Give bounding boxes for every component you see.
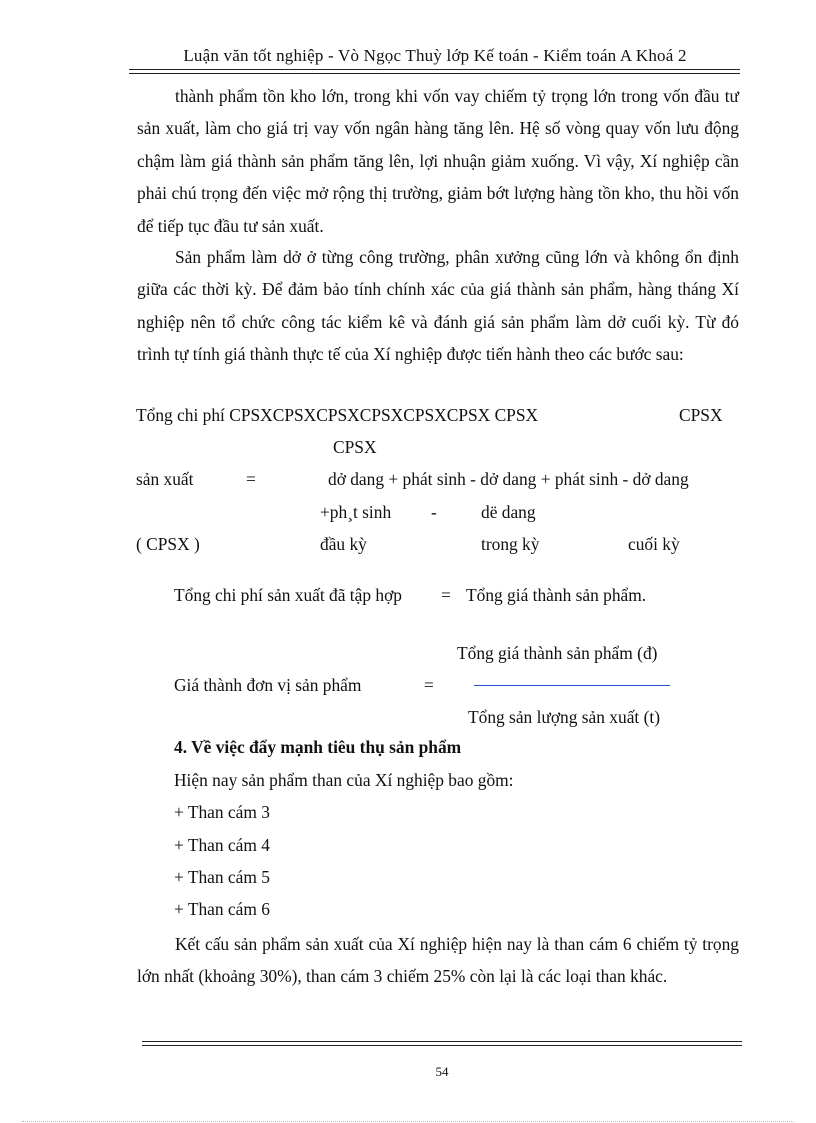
paragraph-2 [137, 241, 739, 371]
formula-row2: CPSX [333, 437, 377, 457]
formula-row3-eq: = [246, 469, 256, 489]
formula-row5-d: cuối kỳ [628, 534, 680, 554]
footer-rule-double [142, 1045, 742, 1046]
fraction-eq: = [424, 675, 434, 695]
list-item: + Than cám 3 [174, 802, 270, 822]
formula-row4-b: - [431, 502, 437, 522]
formula-row4-a: +ph¸t sinh [320, 502, 392, 522]
fraction-denominator: Tổng sản lượng sản xuất (t) [468, 707, 661, 727]
footer-rule [142, 1041, 742, 1042]
page-header: Luận văn tốt nghiệp - Vò Ngọc Thuỳ lớp Kế toán - Kiểm toán A Khoá 2 [183, 46, 687, 65]
header-rule [129, 69, 740, 70]
paragraph-1-text: thành phẩm tồn kho lớn, trong khi vốn vay chiếm tỷ trọng lớn trong vốn đầu tư sản xuất, làm cho giá trị vay vốn ngân hàng tăng lên. Hệ số vòng quay vốn lưu động chậm làm giá thành sản phẩm tăng lên, lợi nhuận giảm xuống. Vì vậy, Xí nghiệp cần phải chú trọng đến việc mở rộng thị trường, giảm bớt lượng hàng tồn kho, thu hồi vốn để tiếp tục đầu tư sản xuất. [137, 86, 739, 236]
closing-paragraph [137, 928, 739, 993]
section-heading: 4. Về việc đẩy mạnh tiêu thụ sản phẩm [174, 737, 462, 757]
closing-paragraph-text: Kết cấu sản phẩm sản xuất của Xí nghiệp hiện nay là than cám 6 chiếm tỷ trọng lớn nhất (khoảng 30%), than cám 3 chiếm 25% còn lại là các loại than khác. [137, 934, 739, 987]
header-rule-double [129, 73, 740, 74]
formula-row5-c: trong kỳ [481, 534, 540, 554]
formula-row1-left: Tổng chi phí CPSXCPSXCPSXCPSXCPSXCPSX CPSX [136, 405, 539, 425]
formula-row5-a: ( CPSX ) [136, 534, 200, 554]
formula-row5-b: đầu kỳ [320, 534, 367, 554]
formula2-right: Tổng giá thành sản phẩm. [466, 585, 647, 605]
page-number: 54 [435, 1064, 449, 1079]
formula-row1-right: CPSX [679, 405, 723, 425]
list-item: + Than cám 5 [174, 867, 270, 887]
formula2-left: Tổng chi phí sản xuất đã tập hợp [174, 585, 402, 605]
paragraph-1 [137, 80, 739, 242]
fraction-label: Giá thành đơn vị sản phẩm [174, 675, 362, 695]
fraction-numerator: Tổng giá thành sản phẩm (đ) [457, 643, 658, 663]
formula2-eq: = [441, 585, 451, 605]
section-intro: Hiện nay sản phẩm than của Xí nghiệp bao gồm: [174, 770, 514, 790]
paragraph-2-text: Sản phẩm làm dở ở từng công trường, phân xưởng cũng lớn và không ổn định giữa các thời kỳ. Để đảm bảo tính chính xác của giá thành sản phẩm, hàng tháng Xí nghiệp nên tổ chức công tác kiểm kê và đánh giá sản phẩm làm dở cuối kỳ. Từ đó trình tự tính giá thành thực tế của Xí nghiệp được tiến hành theo các bước sau: [137, 247, 739, 365]
formula-row4-c: dë dang [481, 502, 536, 522]
page-edge-divider [22, 1121, 794, 1122]
formula-row3-right: dở dang + phát sinh - dở dang + phát sinh - dở dang [328, 469, 689, 489]
fraction-bar [474, 685, 670, 686]
list-item: + Than cám 6 [174, 899, 270, 919]
list-item: + Than cám 4 [174, 835, 270, 855]
formula-row3-left: sản xuất [136, 469, 194, 489]
